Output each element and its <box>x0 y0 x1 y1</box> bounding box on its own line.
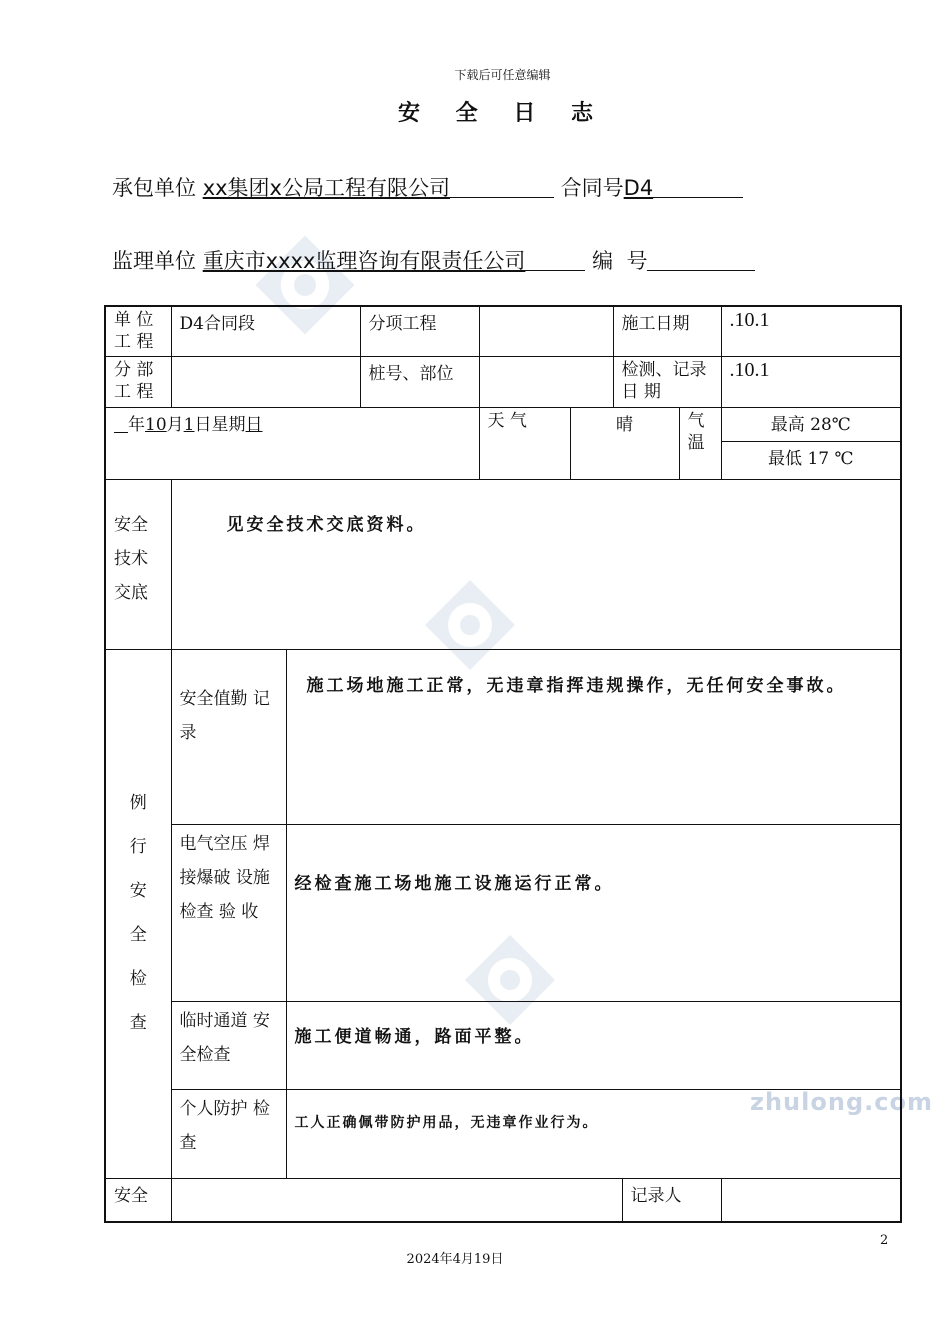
temp-low: 最低 17 ℃ <box>721 441 901 479</box>
supervisor-blank <box>525 250 585 271</box>
supervisor-label: 监理单位 <box>112 249 196 273</box>
contractor-line <box>112 172 743 202</box>
ppe-label: 个人防护 检 查 <box>171 1089 286 1178</box>
temp-high: 最高 28℃ <box>721 407 901 441</box>
passage-content: 施工便道畅通，路面平整。 <box>286 1001 901 1089</box>
safety-value[interactable] <box>171 1178 622 1222</box>
division-label: 分 部 工 程 <box>105 356 171 407</box>
duty-label: 安全值勤 记 录 <box>171 649 286 824</box>
page-number: 2 <box>880 1233 889 1248</box>
construction-date-value: .10.1 <box>721 306 901 356</box>
sub-item-value[interactable] <box>479 306 613 356</box>
footer-date: 2024年4月19日 <box>406 1252 504 1267</box>
facility-label: 电气空压 焊接爆破 设施检查 验 收 <box>171 824 286 1001</box>
temp-label: 气 温 <box>679 407 721 479</box>
division-value[interactable] <box>171 356 360 407</box>
header-note: 下载后可任意编辑 <box>454 68 551 82</box>
passage-label: 临时通道 安全检查 <box>171 1001 286 1089</box>
duty-content: 施工场地施工正常，无违章指挥违规操作，无任何安全事故。 <box>286 649 901 824</box>
supervisor-value: 重庆市xxxx监理咨询有限责任公司 <box>202 249 526 273</box>
contract-label: 合同号 <box>560 176 624 200</box>
day-value: 1 <box>183 414 195 435</box>
sub-item-label: 分项工程 <box>360 306 479 356</box>
year-blank <box>114 416 128 433</box>
ppe-content: 工人正确佩带防护用品，无违章作业行为。 <box>286 1089 901 1178</box>
station-value[interactable] <box>479 356 613 407</box>
contractor-blank <box>450 177 554 198</box>
supervisor-line <box>112 245 755 275</box>
contract-blank <box>653 177 743 198</box>
recorder-value[interactable] <box>721 1178 901 1222</box>
contract-value: D4 <box>623 176 654 200</box>
watermark-text: zhulong.com <box>750 1088 933 1116</box>
weather-label: 天 气 <box>479 407 570 479</box>
day-suffix: 日星期 <box>194 414 246 435</box>
unit-project-label: 单 位 工 程 <box>105 306 171 356</box>
number-blank <box>647 250 755 271</box>
safety-label: 安全 <box>105 1178 171 1222</box>
station-label: 桩号、部位 <box>360 356 479 407</box>
contractor-value: xx集团x公局工程有限公司 <box>202 176 450 200</box>
page-title: 安 全 日 志 <box>398 100 607 126</box>
unit-project-value: D4合同段 <box>171 306 360 356</box>
tech-briefing-content: 见安全技术交底资料。 <box>171 479 901 649</box>
weekday-value: 日 <box>245 414 263 435</box>
routine-check-label <box>105 649 171 1178</box>
weather-value: 晴 <box>570 407 679 479</box>
month-suffix: 月 <box>166 414 184 435</box>
construction-date-label: 施工日期 <box>613 306 721 356</box>
year-suffix: 年 <box>128 414 145 435</box>
date-line <box>105 407 479 479</box>
tech-briefing-label: 安全 技术 交底 <box>105 479 171 649</box>
routine-check-text: 例 行 安 全 检 查 <box>129 792 147 1033</box>
safety-log-table <box>104 305 902 1223</box>
inspection-date-value: .10.1 <box>721 356 901 407</box>
contractor-label: 承包单位 <box>112 176 196 200</box>
month-value: 10 <box>145 414 167 435</box>
recorder-label: 记录人 <box>622 1178 721 1222</box>
number-label: 编 号 <box>592 249 648 273</box>
inspection-date-label: 检测、记录 日 期 <box>613 356 721 407</box>
facility-content: 经检查施工场地施工设施运行正常。 <box>286 824 901 1001</box>
